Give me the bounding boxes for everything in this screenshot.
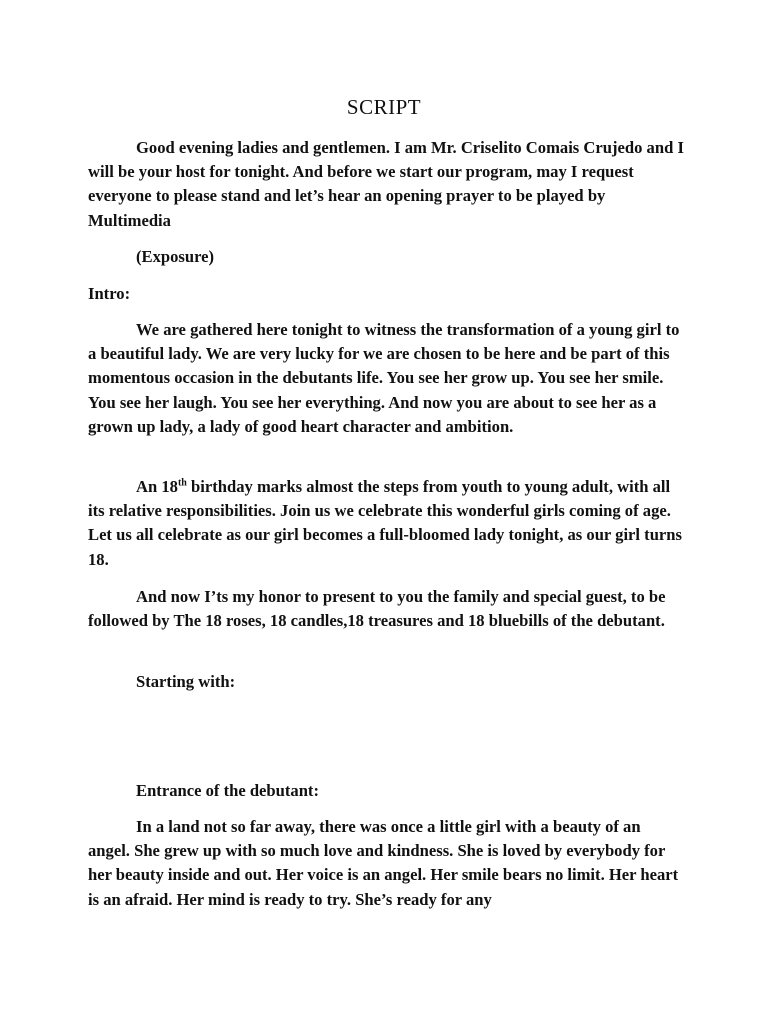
document-title: SCRIPT [346,95,422,119]
paragraph-intro: We are gathered here tonight to witness the transformation of a young girl to a beautiful lady. We are very lucky for we are chosen to be here and be part of this momentous occasion in the debutants life. You see her grow up. You see her smile. You see her laugh. You see her everything. And now you are about to see her as a grown up lady, a lady of good heart character and ambition. [88,320,680,436]
heading-intro: Intro: [88,284,131,303]
birthday-rest: birthday marks almost the steps from youth to young adult, with all its relative responsibilities. Join us we celebrate this wonderful girls coming of age. Let us all celebrate as our girl becomes a full-bloomed lady tonight, as our girl turns 18. [88,477,682,569]
heading-entrance: Entrance of the debutant: [136,781,319,800]
birthday-prefix: An 18 [136,477,178,496]
paragraph-welcome: Good evening ladies and gentlemen. I am Mr. Criselito Comais Crujedo and I will be your host for tonight. And before we start our program, may I request everyone to please stand and let’s hear an opening prayer to be played by Multimedia [88,138,684,230]
paragraph-exposure: (Exposure) [136,247,215,266]
paragraph-entrance: In a land not so far away, there was once a little girl with a beauty of an angel. She grew up with so much love and kindness. She is loved by everybody for her beauty inside and out. Her voice is an angel. Her smile bears no limit. Her heart is an afraid. Her mind is ready to try. She’s ready for any [88,817,679,909]
paragraph-starting-with: Starting with: [136,672,236,691]
paragraph-presentation: And now I’ts my honor to present to you the family and special guest, to be followed by The 18 roses, 18 candles,18 treasures and 18 bluebills of the debutant. [88,587,666,631]
paragraph-birthday [88,475,684,572]
birthday-superscript: th [177,477,187,489]
